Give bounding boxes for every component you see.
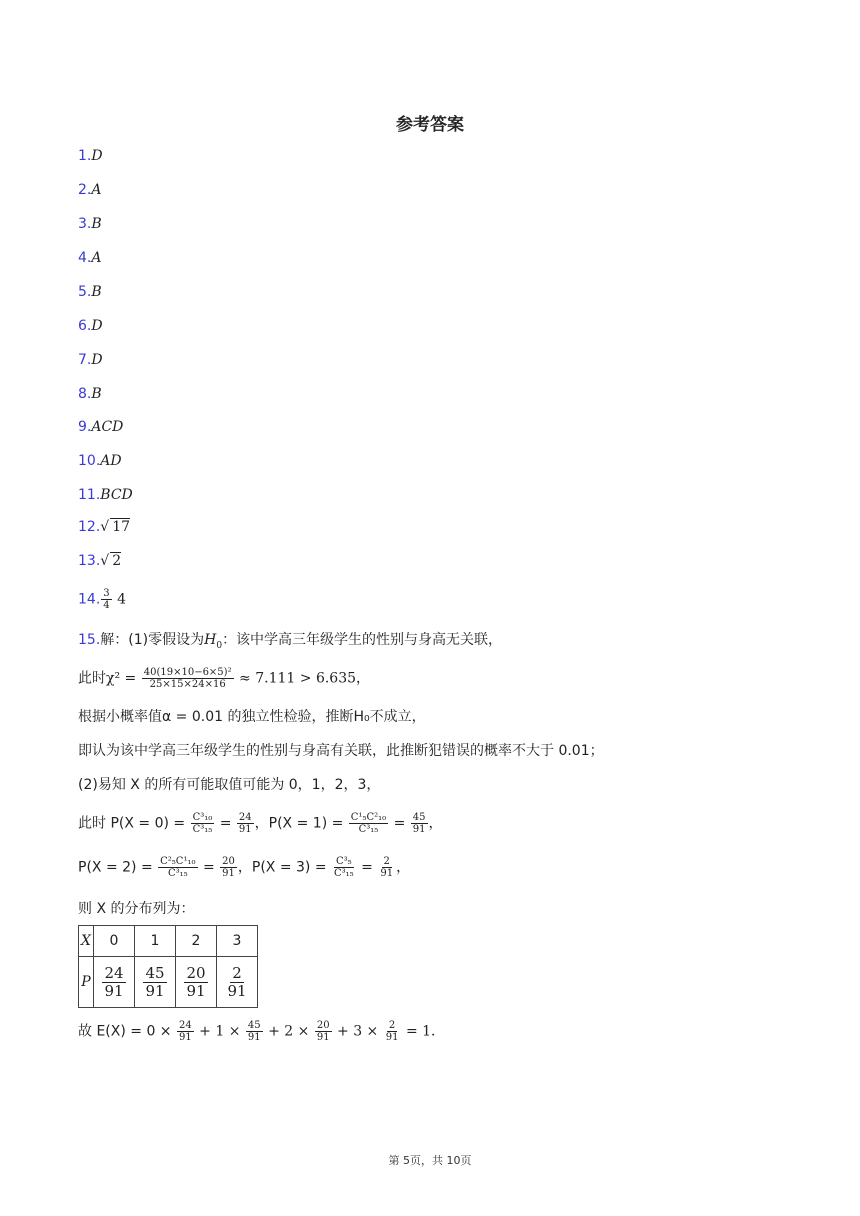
answer-item	[78, 588, 126, 611]
answer-number: 9.	[78, 419, 92, 435]
table-row	[79, 926, 258, 957]
answer-number: 12.	[78, 519, 101, 535]
fraction	[237, 812, 254, 835]
answer-item	[78, 384, 102, 404]
answer-value: 4	[117, 591, 127, 608]
answer-number: 7.	[78, 352, 92, 368]
math: ，P(X = 1) =	[254, 815, 344, 832]
answer-item	[78, 551, 121, 571]
answer-number: 13.	[78, 553, 101, 569]
answer-value: D	[91, 352, 103, 368]
answer-item	[78, 146, 103, 166]
fraction-denominator: 91	[186, 981, 206, 1000]
solution-line-7	[78, 856, 410, 879]
page-title: 参考答案	[396, 115, 464, 135]
fraction-numerator: 20	[186, 963, 206, 982]
fraction-numerator: 40(19×10−6×5)²	[143, 667, 232, 678]
answer-value: A	[91, 182, 102, 198]
fraction	[378, 856, 395, 879]
answer-value: D	[91, 148, 103, 164]
fraction-numerator: 2	[388, 1020, 396, 1031]
fraction-numerator: 20	[222, 856, 235, 867]
math: =	[361, 859, 373, 876]
math: χ² =	[106, 670, 137, 687]
sqrt-symbol: √	[100, 519, 110, 535]
fraction	[102, 965, 125, 1000]
fraction	[142, 667, 234, 690]
math: + 3 ×	[337, 1023, 379, 1040]
fraction-denominator: 91	[385, 1032, 399, 1043]
answer-value: B	[91, 284, 102, 300]
solution-line-3: 根据小概率值α = 0.01 的独立性检验，推断H₀不成立，	[78, 709, 426, 725]
math-sub: 0	[216, 640, 223, 651]
fraction-denominator: 91	[227, 981, 247, 1000]
fraction-denominator: 25×15×24×16	[149, 679, 226, 690]
math: + 1 ×	[199, 1023, 241, 1040]
fraction-numerator: 45	[145, 963, 165, 982]
answer-item	[78, 350, 103, 370]
math: = 1．	[405, 1023, 446, 1040]
table-cell	[135, 957, 176, 1008]
math-var: H	[204, 632, 217, 648]
answer-number: 3.	[78, 216, 92, 232]
answer-number: 14.	[78, 591, 101, 608]
table-row	[79, 957, 258, 1008]
math: P(X = 2) =	[78, 859, 153, 876]
answer-item	[78, 282, 102, 302]
fraction-denominator: 91	[247, 1032, 261, 1043]
answer-value: 2	[112, 553, 122, 569]
table-cell: 1	[135, 926, 176, 957]
text: ，	[428, 815, 443, 832]
fraction-denominator: 91	[412, 824, 426, 835]
fraction-denominator: 91	[238, 824, 252, 835]
answer-number: 1.	[78, 148, 92, 164]
math: ，P(X = 3) =	[237, 859, 327, 876]
fraction-numerator: C³₅	[336, 856, 352, 867]
fraction	[143, 965, 166, 1000]
table-header-x: X	[79, 926, 94, 957]
answer-item	[78, 214, 102, 234]
fraction	[158, 856, 197, 879]
answer-value: D	[91, 318, 103, 334]
math: =	[219, 815, 232, 832]
fraction	[332, 856, 356, 879]
math: =	[202, 859, 215, 876]
math: 此时 P(X = 0) =	[78, 815, 186, 832]
math: =	[393, 815, 406, 832]
answer-item	[78, 517, 130, 537]
math: ≈ 7.111 > 6.635，	[239, 670, 371, 687]
table-cell	[176, 957, 217, 1008]
fraction	[246, 1020, 263, 1043]
fraction	[349, 812, 388, 835]
table-cell	[217, 957, 258, 1008]
fraction-denominator: 4	[103, 600, 110, 611]
answer-number: 5.	[78, 284, 92, 300]
answer-number: 2.	[78, 182, 92, 198]
table-cell: 0	[94, 926, 135, 957]
fraction-numerator: 20	[316, 1020, 330, 1031]
fraction-numerator: 2	[383, 856, 390, 867]
fraction-denominator: C³₁₅	[358, 824, 379, 835]
answer-number: 11.	[78, 487, 101, 503]
fraction	[191, 812, 215, 835]
fraction	[220, 856, 237, 879]
fraction-numerator: 24	[178, 1020, 192, 1031]
fraction	[411, 812, 428, 835]
answer-number: 4.	[78, 250, 92, 266]
distribution-table	[78, 925, 258, 1008]
table-header-p: P	[79, 957, 94, 1008]
fraction-denominator: C³₁₅	[167, 868, 188, 879]
solution-line-2	[78, 667, 370, 690]
fraction-denominator: 91	[145, 981, 165, 1000]
answer-value: A	[91, 250, 102, 266]
text: 解：(1)零假设为	[100, 632, 205, 648]
answer-value: BCD	[100, 487, 133, 503]
fraction-denominator: 91	[222, 868, 235, 879]
answer-item	[78, 417, 123, 437]
fraction-numerator: 45	[412, 812, 426, 823]
fraction-denominator: C³₁₅	[192, 824, 213, 835]
fraction-denominator: 91	[380, 868, 394, 879]
answer-number: 8.	[78, 386, 92, 402]
answer-item	[78, 316, 103, 336]
fraction	[225, 965, 248, 1000]
fraction	[101, 588, 111, 611]
text: ：该中学高三年级学生的性别与身高无关联，	[222, 632, 503, 648]
fraction-numerator: C³₁₀	[192, 812, 213, 823]
answer-number: 6.	[78, 318, 92, 334]
math: 故 E(X) = 0 ×	[78, 1023, 172, 1040]
fraction-numerator: 24	[104, 963, 124, 982]
answer-item	[78, 180, 101, 200]
fraction-numerator: 3	[103, 588, 110, 599]
math: + 2 ×	[268, 1023, 310, 1040]
fraction	[177, 1020, 194, 1043]
answer-item	[78, 485, 133, 505]
answer-number: 15.	[78, 632, 101, 648]
answer-value: B	[91, 386, 102, 402]
fraction-numerator: C²₅C¹₁₀	[160, 856, 196, 867]
sqrt-symbol: √	[100, 553, 110, 569]
fraction-numerator: C¹₅C²₁₀	[350, 812, 387, 823]
solution-line-1	[78, 629, 502, 657]
solution-line-4: 即认为该中学高三年级学生的性别与身高有关联，此推断犯错误的概率不大于 0.01；	[78, 743, 604, 759]
answer-item	[78, 451, 122, 471]
solution-line-6	[78, 812, 443, 835]
page-footer: 第 5页，共 10页	[388, 1154, 472, 1167]
answer-value: AD	[100, 453, 122, 469]
answer-item	[78, 248, 101, 268]
fraction-denominator: 91	[178, 1032, 192, 1043]
answer-value: B	[91, 216, 102, 232]
text: ，	[396, 859, 411, 876]
answer-value: ACD	[91, 419, 124, 435]
solution-line-8: 则 X 的分布列为：	[78, 901, 195, 917]
fraction-denominator: C³₁₅	[334, 868, 354, 879]
solution-line-9	[78, 1020, 445, 1043]
text: 此时	[78, 670, 106, 687]
fraction-numerator: 24	[238, 812, 252, 823]
solution-line-5: (2)易知 X 的所有可能取值可能为 0，1，2，3，	[78, 777, 381, 793]
answer-number: 10.	[78, 453, 101, 469]
fraction	[315, 1020, 332, 1043]
fraction-numerator: 45	[247, 1020, 261, 1031]
table-cell: 3	[217, 926, 258, 957]
fraction	[384, 1020, 401, 1043]
fraction	[184, 965, 207, 1000]
table-cell: 2	[176, 926, 217, 957]
table-cell	[94, 957, 135, 1008]
answer-value: 17	[112, 519, 131, 535]
fraction-numerator: 2	[232, 963, 242, 982]
fraction-denominator: 91	[316, 1032, 330, 1043]
fraction-denominator: 91	[104, 981, 124, 1000]
